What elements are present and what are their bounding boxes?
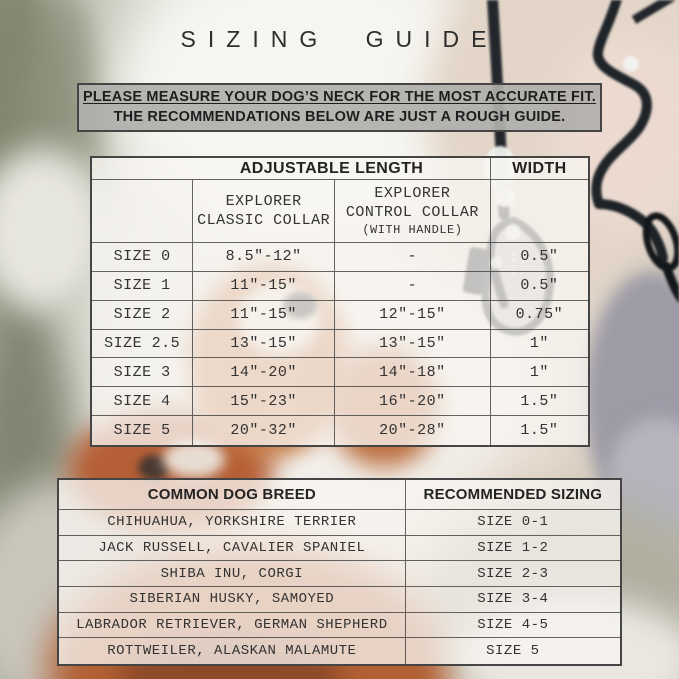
- breed-names: SHIBA INU, CORGI: [59, 561, 406, 587]
- width-value: 1.5": [520, 422, 559, 440]
- breed-names: JACK RUSSELL, CAVALIER SPANIEL: [59, 536, 406, 562]
- width-value: 1": [491, 358, 588, 387]
- adjustable-length-header: ADJUSTABLE LENGTH: [92, 158, 491, 180]
- breed-names: CHIHUAHUA, YORKSHIRE TERRIER: [59, 510, 406, 536]
- measure-notice-banner: [77, 83, 602, 132]
- control-length-value: 20"-28": [335, 416, 491, 445]
- notice-line-1: PLEASE MEASURE YOUR DOG’S NECK FOR THE MOST ACCURATE FIT.: [82, 88, 597, 105]
- classic-length-value: 11"-15": [193, 272, 335, 301]
- leash-strap: [666, 266, 679, 300]
- width-value: 0.5": [491, 243, 588, 272]
- classic-collar-header: [193, 180, 335, 243]
- page-title: SIZING GUIDE: [180, 26, 499, 52]
- notice-line-2: THE RECOMMENDATIONS BELOW ARE JUST A ROUGH GUIDE.: [113, 109, 566, 125]
- recommended-size: SIZE 4-5: [406, 613, 620, 639]
- size-label: SIZE 2: [92, 301, 193, 330]
- size-column-header-empty: [92, 180, 193, 243]
- classic-length-value: 8.5"-12": [193, 243, 335, 272]
- recommended-size: SIZE 0-1: [406, 510, 620, 536]
- control-length-value: 12"-15": [335, 301, 491, 330]
- control-length-value: -: [335, 243, 491, 272]
- breed-names: LABRADOR RETRIEVER, GERMAN SHEPHERD: [59, 613, 406, 639]
- control-length-value: -: [335, 272, 491, 301]
- width-value: 0.5": [491, 272, 588, 301]
- size-label: SIZE 4: [92, 387, 193, 416]
- breed-names: ROTTWEILER, ALASKAN MALAMUTE: [59, 638, 406, 664]
- classic-collar-line1: EXPLORER: [225, 192, 302, 210]
- width-value: 1.5": [491, 387, 588, 416]
- control-length-value: 16"-20": [335, 387, 491, 416]
- width-value: 0.75": [491, 301, 588, 330]
- size-label: SIZE 5: [92, 416, 193, 445]
- recommended-size: SIZE 3-4: [406, 587, 620, 613]
- control-length-value: 13"-15": [335, 330, 491, 359]
- recommended-sizing-header: RECOMMENDED SIZING: [406, 480, 620, 510]
- classic-collar-line2: CLASSIC COLLAR: [197, 212, 331, 229]
- width-header: WIDTH: [491, 158, 588, 180]
- width-value: 1": [491, 330, 588, 359]
- classic-length-value: 20"-32": [193, 416, 335, 445]
- recommended-size: SIZE 5: [486, 643, 540, 660]
- breed-names: SIBERIAN HUSKY, SAMOYED: [59, 587, 406, 613]
- classic-length-value: 13"-15": [193, 330, 335, 359]
- common-dog-breed-header: COMMON DOG BREED: [59, 480, 406, 510]
- width-column-empty: [491, 180, 588, 243]
- size-label: SIZE 1: [92, 272, 193, 301]
- recommended-size: SIZE 1-2: [406, 536, 620, 562]
- control-collar-line3: (WITH HANDLE): [362, 222, 463, 237]
- recommended-size: SIZE 2-3: [406, 561, 620, 587]
- classic-length-value: 14"-20": [193, 358, 335, 387]
- control-collar-header: [335, 180, 491, 243]
- size-label: SIZE 3: [92, 358, 193, 387]
- snow-clump: [623, 56, 639, 72]
- classic-length-value: 15"-23": [193, 387, 335, 416]
- breed-recommendation-table: [57, 478, 622, 666]
- size-label: SIZE 2.5: [92, 330, 193, 359]
- size-label: SIZE 0: [92, 243, 193, 272]
- classic-length-value: 11"-15": [193, 301, 335, 330]
- size-chart-table: [90, 156, 590, 447]
- control-collar-line2: CONTROL COLLAR: [345, 204, 479, 222]
- leash-rope: [634, 0, 679, 20]
- control-length-value: 14"-18": [335, 358, 491, 387]
- control-collar-line1: EXPLORER: [374, 184, 451, 202]
